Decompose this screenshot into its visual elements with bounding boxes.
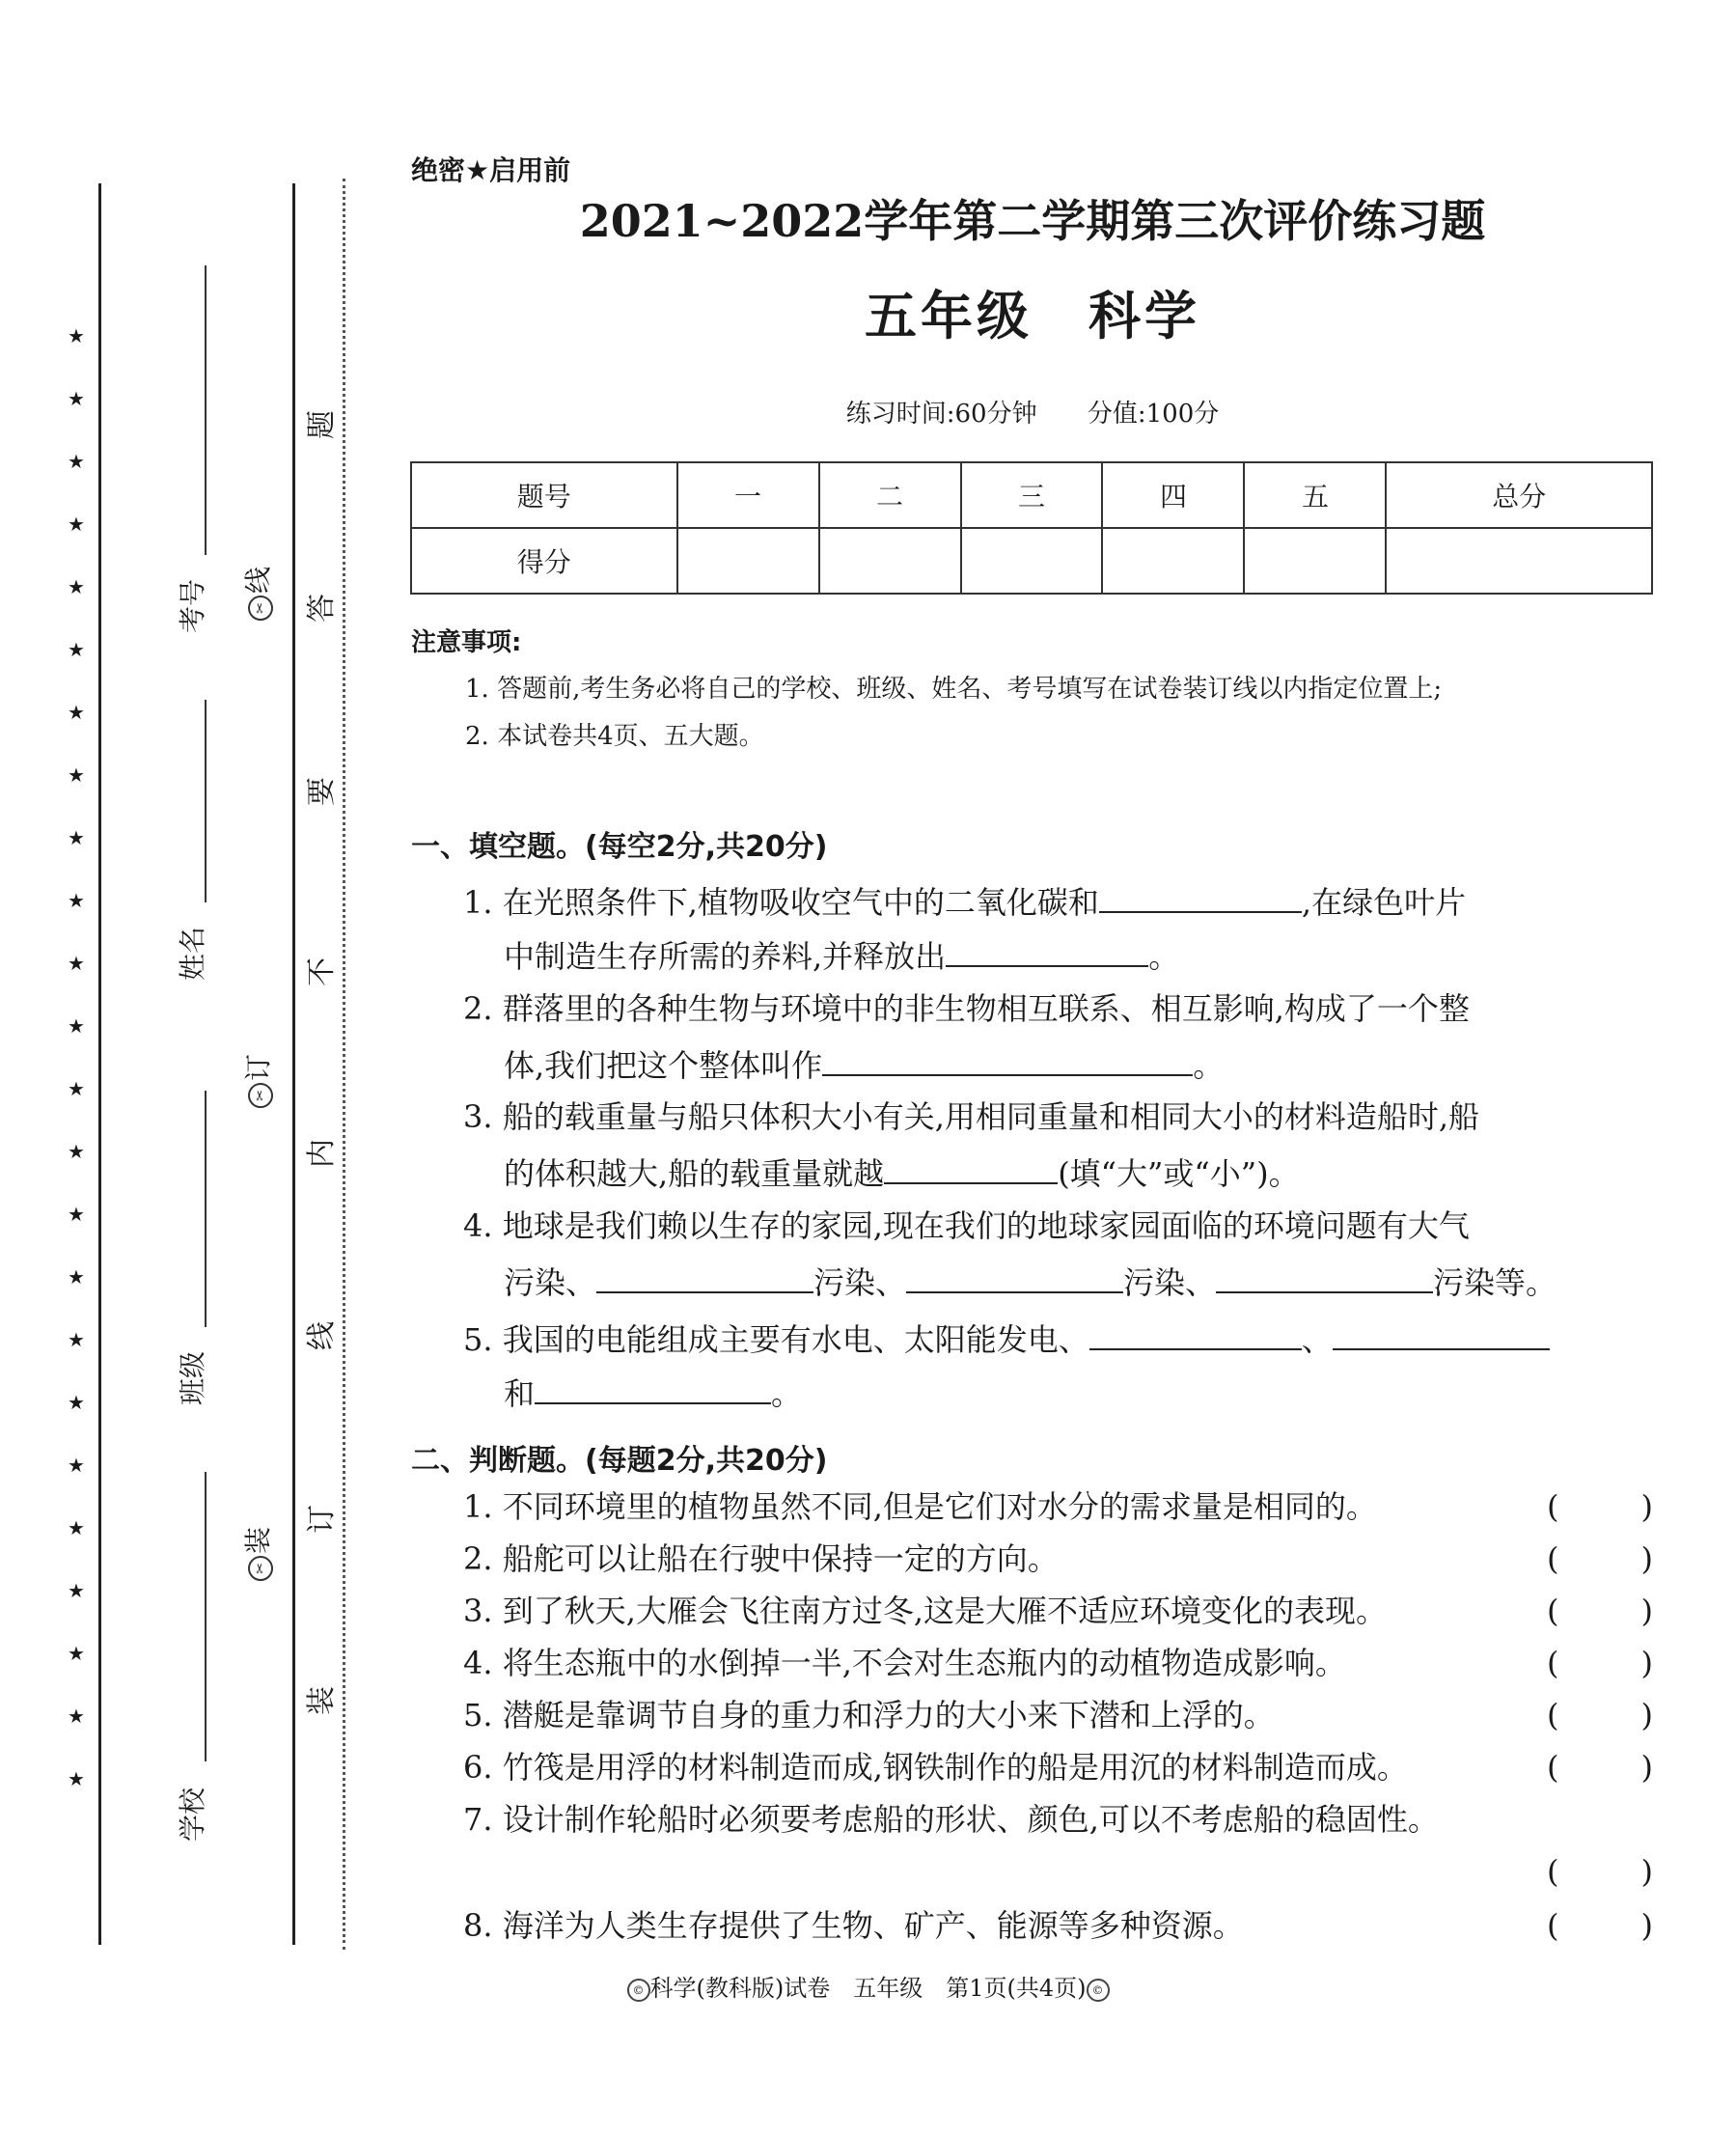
star-icon: ★ [68,701,85,724]
score-table-header: 二 [819,462,961,528]
star-icon: ★ [68,324,85,347]
answer-paren[interactable]: ( ) [1547,1540,1653,1577]
star-icon: ★ [68,1328,85,1351]
star-icon: ★ [68,1077,85,1100]
star-icon: ★ [68,1454,85,1477]
star-icon: ★ [68,387,85,410]
judge-question: 2. 船舵可以让船在行驶中保持一定的方向。 [463,1540,1059,1577]
class-line[interactable] [205,1091,207,1327]
score-table-header: 题号 [411,462,677,528]
star-icon: ★ [68,826,85,849]
class-label: 班级 [177,1350,209,1406]
star-icon: ★ [68,513,85,536]
answer-paren[interactable]: ( ) [1547,1488,1653,1525]
answer-paren[interactable]: ( ) [1547,1853,1653,1890]
logo-icon: © [1087,1979,1110,2002]
judge-question: 6. 竹筏是用浮的材料制造而成,钢铁制作的船是用沉的材料制造而成。 [463,1749,1408,1786]
fill-question-1: 1. 在光照条件下,植物吸收空气中的二氧化碳和 ,在绿色叶片 [463,880,1466,922]
answer-blank[interactable] [1216,1261,1433,1293]
exam-time: 练习时间:60分钟 [845,400,1037,429]
answer-paren[interactable]: ( ) [1547,1697,1653,1733]
answer-paren[interactable]: ( ) [1547,1749,1653,1786]
warning-char: 订 [305,1505,339,1534]
star-icon: ★ [68,450,85,473]
fill-question-4-cont: 污染、 污染、 污染、 污染等。 [504,1261,1557,1302]
score-cell[interactable] [1386,528,1652,594]
score-cell[interactable] [961,528,1103,594]
score-table-header: 三 [961,462,1103,528]
answer-blank[interactable] [535,1372,771,1404]
scissor-icon: ✂ [248,1083,273,1108]
warning-char: 内 [305,1139,339,1168]
warning-char: 不 [305,957,339,986]
star-icon: ★ [68,575,85,598]
star-icon: ★ [68,638,85,661]
star-icon: ★ [68,1516,85,1539]
margin-border-left [98,183,101,1945]
answer-paren[interactable]: ( ) [1547,1907,1653,1944]
fill-question-2: 2. 群落里的各种生物与环境中的非生物相互联系、相互影响,构成了一个整 [463,990,1470,1027]
name-line[interactable] [205,700,207,902]
footer-text: 科学(教科版)试卷 五年级 第1页(共4页) [649,1975,1087,2002]
answer-blank[interactable] [1089,1317,1302,1350]
judge-question: 8. 海洋为人类生存提供了生物、矿产、能源等多种资源。 [463,1907,1244,1944]
section2-heading: 二、判断题。(每题2分,共20分) [411,1444,828,1478]
answer-blank[interactable] [1333,1317,1550,1350]
fill-question-5-cont: 和 。 [504,1372,802,1413]
score-table-row [411,528,1652,594]
score-table-header: 四 [1102,462,1244,528]
exam-score-total: 分值:100分 [1087,400,1220,429]
school-line[interactable] [205,1472,207,1761]
score-table-header: 五 [1244,462,1386,528]
score-cell[interactable] [819,528,961,594]
answer-blank[interactable] [822,1043,1193,1076]
score-table-header: 一 [677,462,819,528]
warning-char: 装 [305,1686,339,1715]
warning-char: 题 [305,410,339,439]
notes-heading: 注意事项: [411,628,522,657]
exam-meta [0,394,1736,430]
fill-question-5: 5. 我国的电能组成主要有水电、太阳能发电、 、 [463,1317,1550,1359]
star-icon: ★ [68,1767,85,1790]
cut-mark-line: ✂线 [237,567,276,621]
note-item: 1. 答题前,考生务必将自己的学校、班级、姓名、考号填写在试卷装订线以内指定位置上; [465,675,1443,704]
cut-mark-bind: ✂装 [237,1527,276,1581]
cut-mark-staple: ✂订 [237,1054,276,1108]
score-row-label: 得分 [411,528,677,594]
name-label: 姓名 [177,926,209,982]
score-cell[interactable] [1244,528,1386,594]
score-table-header-row [411,462,1652,528]
section1-heading: 一、填空题。(每空2分,共20分) [411,830,828,864]
warning-char: 线 [305,1321,339,1350]
confidential-label: 绝密★启用前 [411,154,571,186]
warning-char: 答 [305,594,339,623]
fill-question-4: 4. 地球是我们赖以生存的家园,现在我们的地球家园面临的环境问题有大气 [463,1207,1470,1244]
answer-blank[interactable] [906,1261,1123,1293]
star-icon: ★ [68,952,85,975]
warning-char: 要 [305,777,339,806]
judge-question: 5. 潜艇是靠调节自身的重力和浮力的大小来下潜和上浮的。 [463,1697,1275,1733]
page-title: 2021~2022学年第二学期第三次评价练习题 [579,195,1486,247]
star-icon: ★ [68,889,85,912]
score-table [410,461,1653,595]
star-icon: ★ [68,1140,85,1163]
answer-blank[interactable] [596,1261,813,1293]
margin-border-right [292,183,295,1945]
fill-question-2-cont: 体,我们把这个整体叫作 。 [504,1043,1224,1085]
scissor-icon: ✂ [248,1556,273,1581]
judge-question: 7. 设计制作轮船时必须要考虑船的形状、颜色,可以不考虑船的稳固性。 [463,1801,1439,1838]
logo-icon: © [627,1979,650,2002]
star-icon: ★ [68,763,85,787]
exam-no-label: 考号 [177,578,209,634]
school-label: 学校 [177,1787,209,1843]
star-icon: ★ [68,1203,85,1226]
answer-blank[interactable] [884,1151,1058,1184]
cut-dotted-line [343,179,345,1950]
star-icon: ★ [68,1704,85,1728]
star-icon: ★ [68,1391,85,1414]
answer-paren[interactable]: ( ) [1547,1593,1653,1629]
page-footer [0,1969,1736,2003]
score-table-header: 总分 [1386,462,1652,528]
page-subtitle: 五年级 科学 [865,285,1200,346]
judge-question: 3. 到了秋天,大雁会飞往南方过冬,这是大雁不适应环境变化的表现。 [463,1593,1388,1629]
star-icon: ★ [68,1265,85,1289]
star-icon: ★ [68,1642,85,1665]
score-cell[interactable] [677,528,819,594]
judge-question: 4. 将生态瓶中的水倒掉一半,不会对生态瓶内的动植物造成影响。 [463,1645,1346,1681]
score-cell[interactable] [1102,528,1244,594]
answer-paren[interactable]: ( ) [1547,1645,1653,1681]
scissor-icon: ✂ [248,596,273,621]
fill-question-3-cont: 的体积越大,船的载重量就越 (填“大”或“小”)。 [504,1151,1300,1193]
fill-question-3: 3. 船的载重量与船只体积大小有关,用相同重量和相同大小的材料造船时,船 [463,1098,1480,1135]
answer-blank[interactable] [946,934,1148,967]
judge-question: 1. 不同环境里的植物虽然不同,但是它们对水分的需求量是相同的。 [463,1488,1377,1525]
answer-blank[interactable] [1099,880,1302,913]
star-icon: ★ [68,1579,85,1602]
fill-question-1-cont: 中制造生存所需的养料,并释放出 。 [504,934,1179,976]
star-icon: ★ [68,1014,85,1038]
note-item: 2. 本试卷共4页、五大题。 [465,722,764,751]
